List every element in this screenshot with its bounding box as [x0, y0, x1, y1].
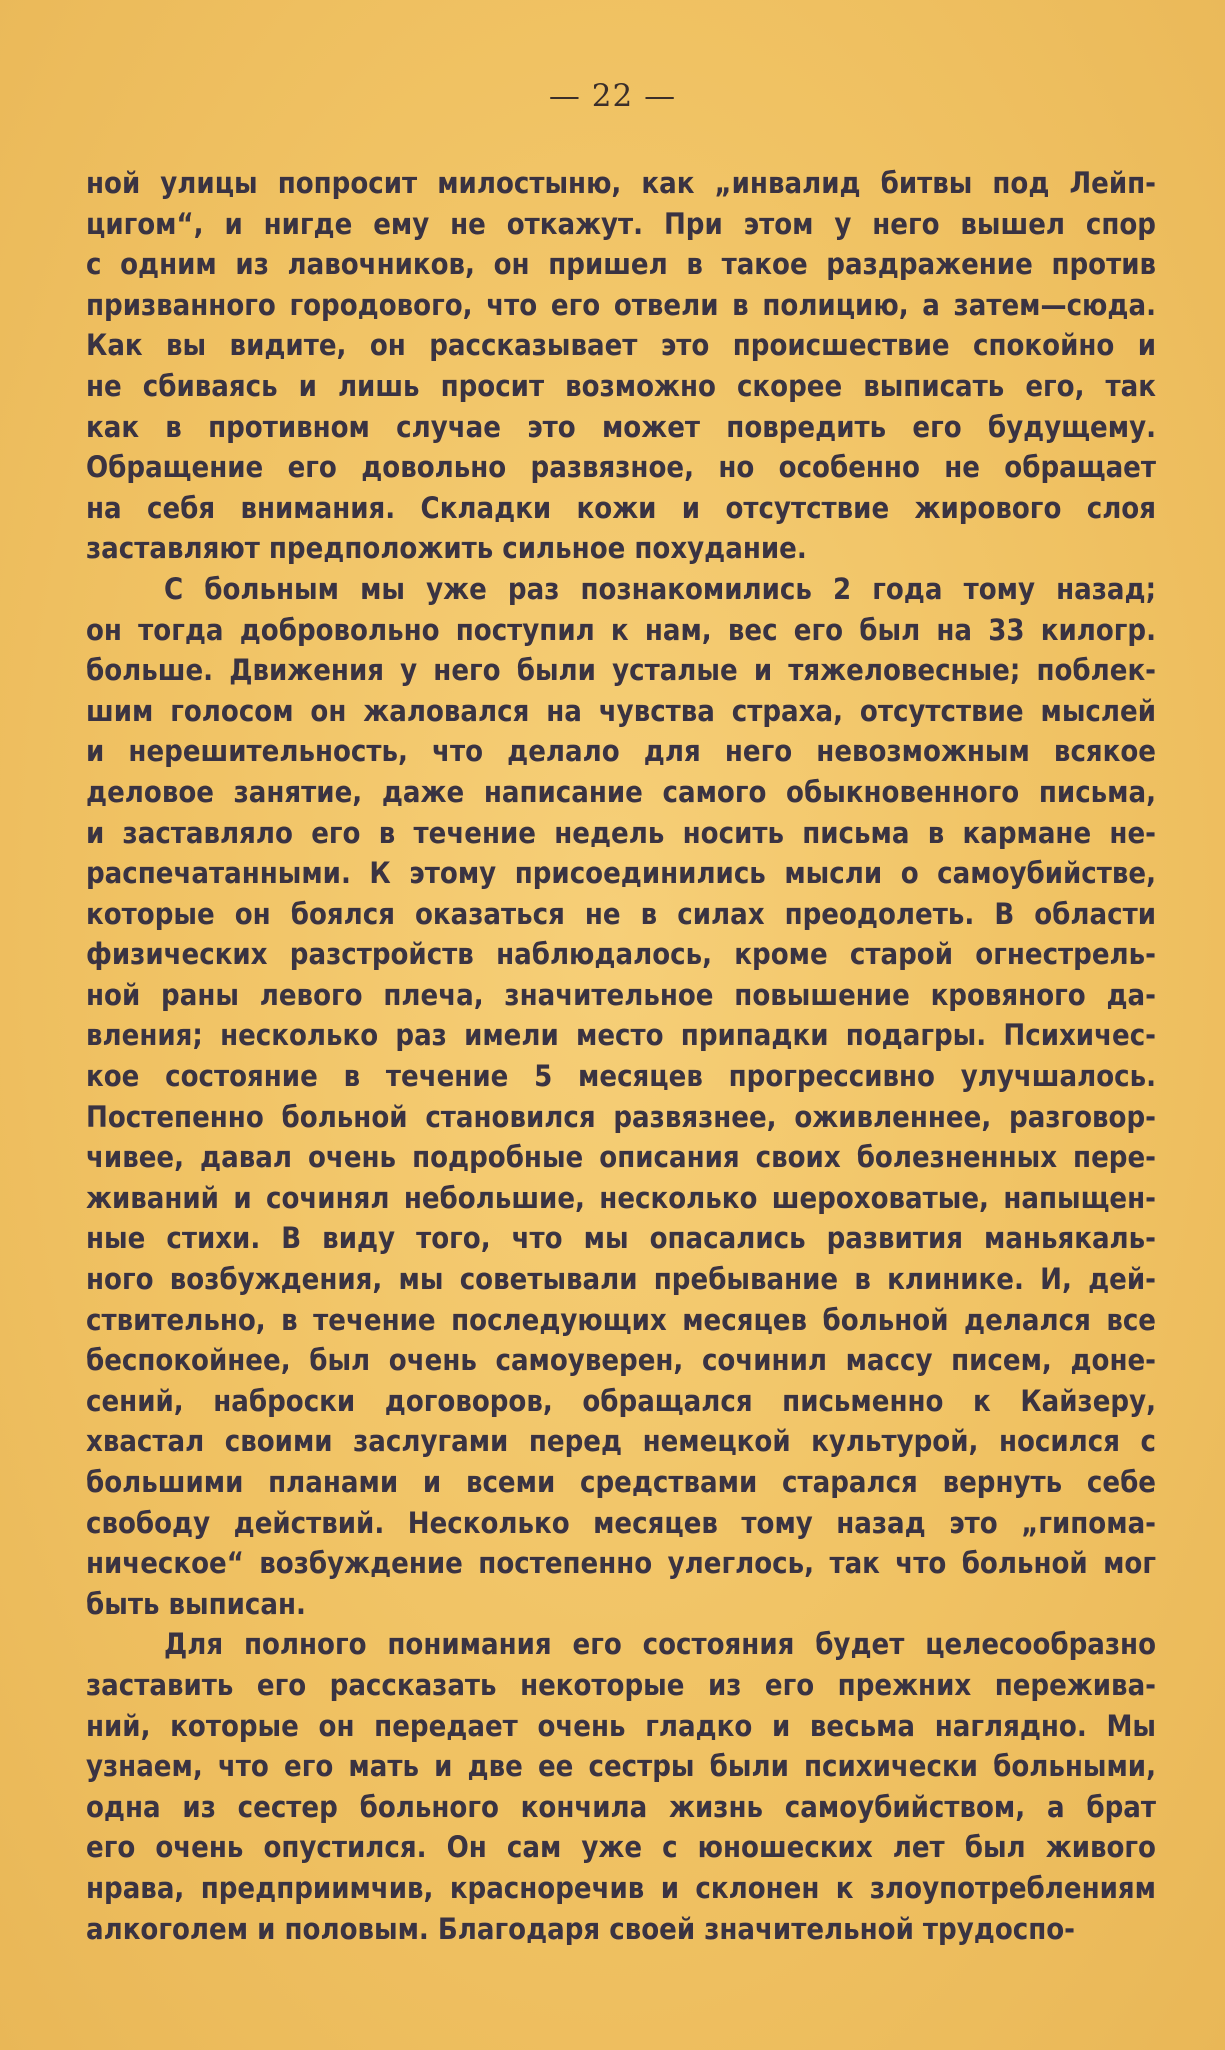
text-line: и нерешительность, что делало для него невозможным всякое — [86, 734, 1156, 769]
text-line: чивее, давал очень подробные описания своих болезненных пере- — [86, 1140, 1156, 1175]
text-line: узнаем, что его мать и две ее сестры были психически больными, — [86, 1749, 1156, 1784]
paragraph — [86, 163, 1156, 569]
text-line: заставляют предположить сильное похудание. — [86, 531, 807, 566]
text-line: Постепенно больной становился развязнее, оживленнее, разговор- — [86, 1099, 1156, 1134]
text-line: не сбиваясь и лишь просит возможно скорее выписать его, так — [86, 368, 1156, 403]
text-line: шим голосом он жаловался на чувства страха, отсутствие мыслей — [86, 693, 1156, 728]
text-line: живаний и сочинял небольшие, несколько шероховатые, напыщен- — [86, 1180, 1156, 1215]
text-line: ной улицы попросит милостыню, как „инвалид битвы под Лейп- — [86, 166, 1156, 200]
text-line: на себя внимания. Складки кожи и отсутствие жирового слоя — [86, 490, 1156, 525]
text-line: свободу действий. Несколько месяцев тому назад это „гипома- — [86, 1505, 1156, 1540]
paragraph — [86, 1624, 1156, 1949]
text-line: физических разстройств наблюдалось, кроме старой огнестрель- — [86, 937, 1156, 972]
text-line: распечатанными. К этому присоединились мысли о самоубийстве, — [86, 856, 1156, 891]
text-line: больше. Движения у него были усталые и тяжеловесные; поблек- — [86, 653, 1156, 688]
text-line: Как вы видите, он рассказывает это происшествие спокойно и — [86, 328, 1156, 363]
text-line: хвастал своими заслугами перед немецкой культурой, носился с — [86, 1424, 1156, 1459]
text-line: цигом“, и нигде ему не откажут. При этом у него вышел спор — [86, 206, 1156, 241]
text-line: как в противном случае это может повредить его будущему. — [86, 409, 1156, 444]
text-line: он тогда добровольно поступил к нам, вес его был на 33 килогр. — [86, 612, 1156, 647]
text-line: ной раны левого плеча, значительное повышение кровяного да- — [86, 977, 1156, 1012]
text-line: деловое занятие, даже написание самого обыкновенного письма, — [86, 774, 1156, 809]
text-line: одна из сестер больного кончила жизнь самоубийством, а брат — [86, 1789, 1156, 1824]
paragraph — [86, 569, 1156, 1624]
text-line: ного возбуждения, мы советывали пребывание в клинике. И, дей- — [86, 1262, 1156, 1297]
text-line: Для полного понимания его состояния будет целесообразно — [164, 1627, 1156, 1662]
text-line: которые он боялся оказаться не в силах преодолеть. В области — [86, 896, 1156, 931]
text-line: и заставляло его в течение недель носить письма в кармане не- — [86, 815, 1156, 850]
text-line: вления; несколько раз имели место припадки подагры. Психичес- — [86, 1018, 1156, 1053]
body-text — [86, 163, 1156, 1949]
text-line: ствительно, в течение последующих месяцев больной делался все — [86, 1302, 1156, 1337]
text-line: Обращение его довольно развязное, но особенно не обращает — [86, 450, 1156, 485]
text-line: с одним из лавочников, он пришел в такое раздражение против — [86, 247, 1156, 282]
page-number: — 22 — — [548, 78, 677, 114]
text-line: кое состояние в течение 5 месяцев прогрессивно улучшалось. — [86, 1059, 1156, 1094]
text-line: нрава, предприимчив, красноречив и склонен к злоупотреблениям — [86, 1870, 1156, 1905]
text-line: его очень опустился. Он сам уже с юношеских лет был живого — [86, 1830, 1156, 1865]
text-line: быть выписан. — [86, 1586, 306, 1621]
text-line: большими планами и всеми средствами старался вернуть себе — [86, 1465, 1156, 1499]
text-line: беспокойнее, был очень самоуверен, сочинил массу писем, доне- — [86, 1343, 1156, 1378]
text-line: С больным мы уже раз познакомились 2 года тому назад; — [164, 571, 1156, 606]
text-line: заставить его рассказать некоторые из его прежних пережива- — [86, 1667, 1156, 1702]
text-line: алкоголем и половым. Благодаря своей значительной трудоспо- — [86, 1911, 1075, 1946]
text-line: сений, наброски договоров, обращался письменно к Кайзеру, — [86, 1383, 1156, 1418]
text-line: призванного городового, что его отвели в полицию, а затем—сюда. — [86, 287, 1156, 322]
text-line: ные стихи. В виду того, что мы опасались развития маньякаль- — [86, 1221, 1156, 1256]
text-line: ническое“ возбуждение постепенно улеглось, так что больной мог — [86, 1546, 1156, 1581]
text-line: ний, которые он передает очень гладко и весьма наглядно. Мы — [86, 1708, 1156, 1743]
